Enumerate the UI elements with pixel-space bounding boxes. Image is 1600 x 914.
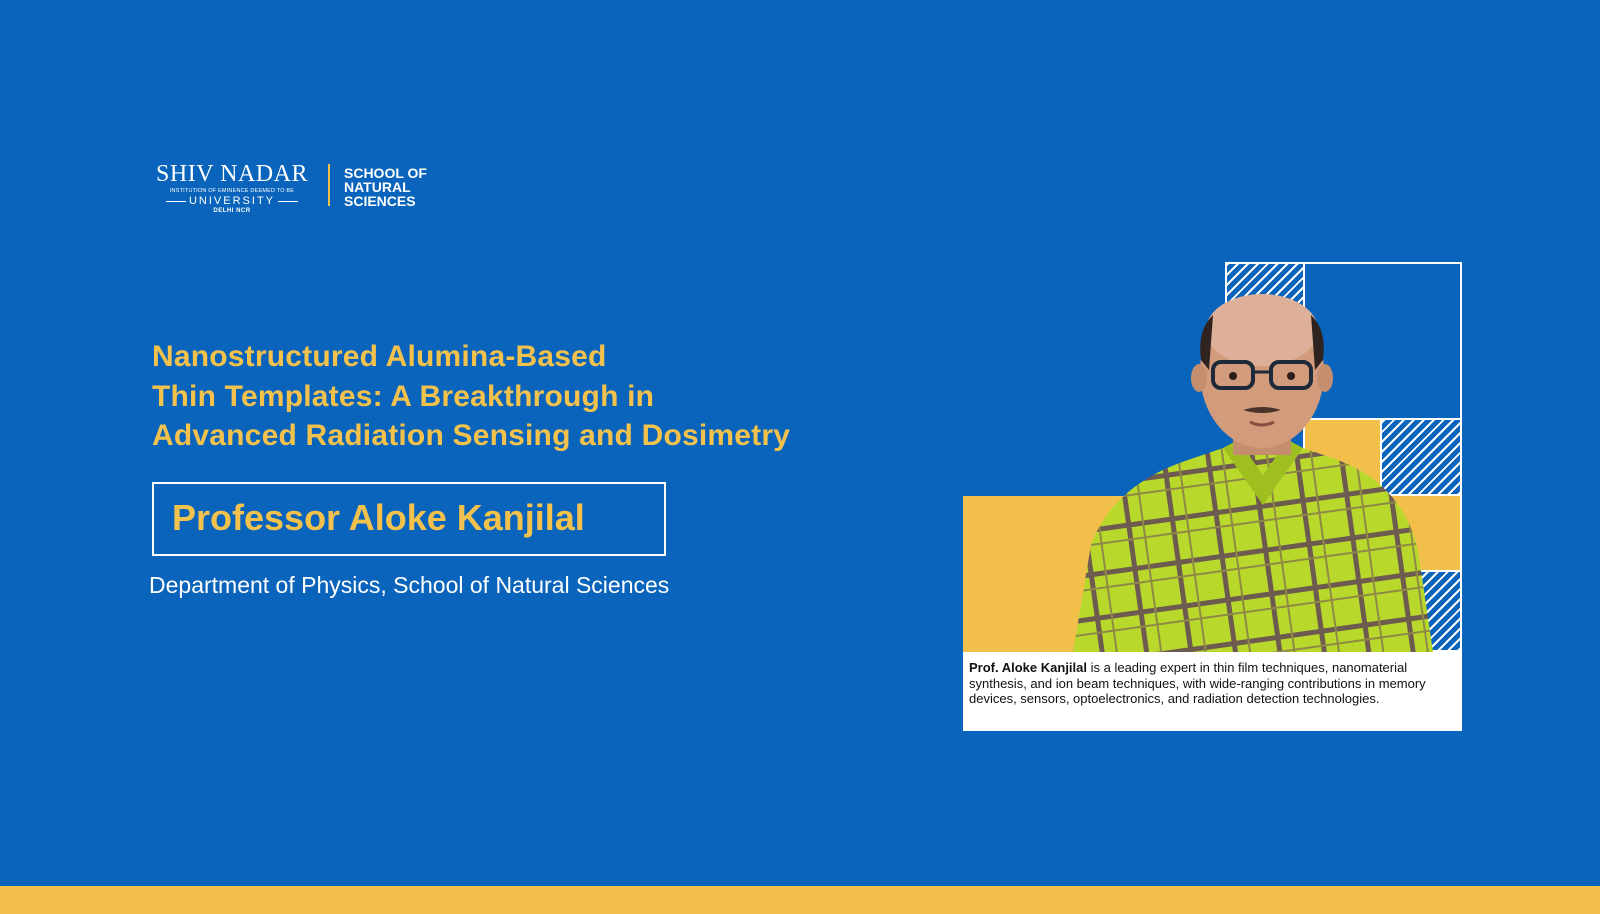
- shiv-nadar-wordmark: [154, 162, 310, 214]
- university-name: SHIV NADAR: [156, 161, 308, 187]
- portrait-illustration: [1073, 290, 1443, 652]
- department-label: Department of Physics, School of Natural Sciences: [149, 572, 670, 598]
- university-location: DELHI NCR: [213, 208, 251, 214]
- school-line-1: SCHOOL OF: [344, 165, 427, 181]
- talk-title-line-3: Advanced Radiation Sensing and Dosimetry: [152, 419, 791, 452]
- talk-title-line-2: Thin Templates: A Breakthrough in: [152, 379, 655, 413]
- university-word: UNIVERSITY: [154, 195, 310, 207]
- logo-divider: [328, 164, 330, 206]
- talk-title: [152, 337, 790, 456]
- bio-name: Prof. Aloke Kanjilal: [969, 660, 1087, 675]
- bottom-accent-stripe: [0, 886, 1600, 914]
- talk-title-line-1: Nanostructured Alumina-Based: [152, 340, 607, 373]
- school-line-3: SCIENCES: [344, 193, 416, 209]
- bio-text: is a leading expert in thin film techniques, nanomaterial synthesis, and ion beam techniques, with wide-ranging contributions in memory devices, sensors, optoelectronics, and radiation detection technologies.: [969, 660, 1426, 706]
- profile-card: [963, 262, 1462, 731]
- school-name: [344, 166, 454, 208]
- school-line-2: NATURAL: [344, 179, 411, 195]
- speaker-name-box: [152, 482, 666, 556]
- speaker-name: Professor Aloke Kanjilal: [172, 497, 585, 538]
- bio-caption: [963, 652, 1462, 731]
- portrait-photo: [1073, 290, 1443, 652]
- university-tagline: INSTITUTION OF EMINENCE DEEMED TO BE: [169, 188, 295, 194]
